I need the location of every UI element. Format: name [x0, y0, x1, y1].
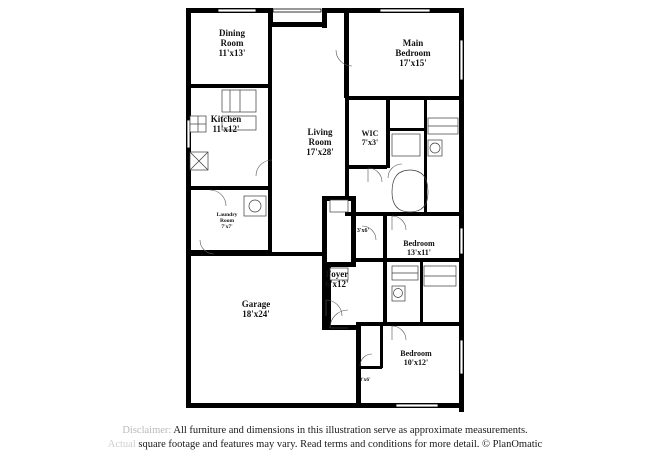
disclaimer-line-2-text: square footage and features may vary. Read terms and conditions for more detail. © PlanOmatic — [138, 439, 543, 451]
room-label-closet: 3'x6' — [359, 377, 371, 383]
room-label-kitchen: Kitchen 11'x12' — [210, 114, 242, 135]
room-label-living: Living Room 17'x28' — [306, 127, 334, 158]
room-label-bedroom-2: Bedroom 13'x11' — [403, 239, 435, 257]
room-label-main-bedroom: Main Bedroom 17'x15' — [395, 38, 431, 69]
room-label-garage: Garage 18'x24' — [241, 299, 271, 320]
disclaimer-line-2-faded: Actual — [107, 439, 139, 451]
disclaimer-line-1-faded: Disclaimer: — [122, 425, 174, 436]
disclaimer-line-1 — [0, 424, 650, 438]
room-label-bath-hall: 3'x6' — [356, 228, 370, 234]
room-label-foyer: Foyer 6'x12' — [325, 269, 349, 290]
room-label-bedroom-3: Bedroom 10'x12' — [400, 349, 432, 367]
room-label-wic: WIC 7'x3' — [361, 129, 379, 147]
disclaimer-line-2 — [0, 438, 650, 452]
room-label-laundry: Laundry Room 7'x7' — [216, 212, 238, 231]
room-label-dining: Dining Room 11'x13' — [218, 28, 246, 59]
disclaimer-line-1-text: All furniture and dimensions in this illustration serve as approximate measurements. — [173, 425, 528, 436]
exterior-walls — [186, 8, 464, 412]
disclaimer — [0, 424, 650, 452]
